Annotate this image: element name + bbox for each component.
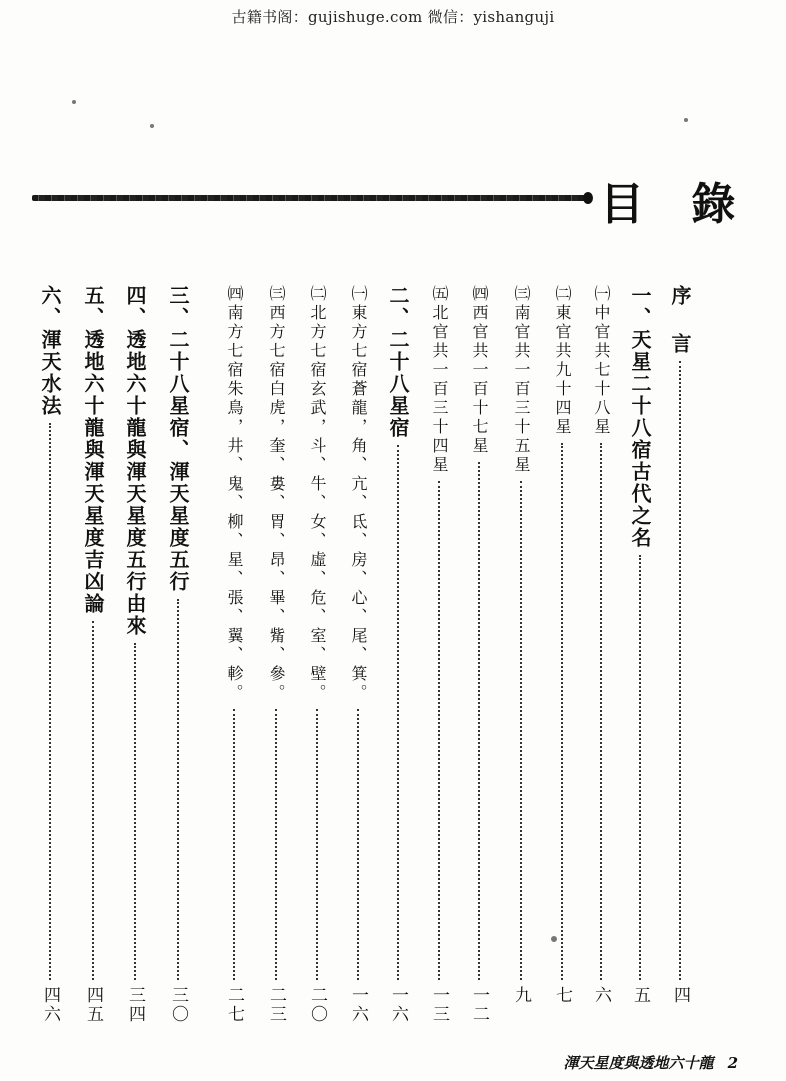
toc-page-number: 二七 xyxy=(224,986,244,1024)
toc-entry xyxy=(584,285,618,1030)
footer-book-title: 渾天星度與透地六十龍 xyxy=(563,1054,714,1072)
toc-dot-leader xyxy=(92,621,94,980)
toc-dot-leader xyxy=(438,481,440,980)
toc-dot-leader xyxy=(639,555,641,980)
toc-entry-title: 序 言 xyxy=(668,285,692,355)
toc-entry-title: ㈡東官共九十四星 xyxy=(553,285,572,437)
toc-entry xyxy=(161,285,195,1030)
toc-entry-title: 一、天星二十八宿古代之名 xyxy=(628,285,652,549)
toc-entry xyxy=(76,285,110,1030)
toc-entry xyxy=(623,285,657,1030)
toc-page-number: 二〇 xyxy=(307,986,327,1024)
toc-entry xyxy=(300,285,334,1030)
page-footer xyxy=(564,1052,738,1073)
toc-entry xyxy=(422,285,456,1030)
table-of-contents xyxy=(30,285,730,1035)
toc-page-number: 一三 xyxy=(429,986,449,1024)
toc-entry-title: ㈤北官共一百三十四星 xyxy=(430,285,449,475)
toc-dot-leader xyxy=(357,709,359,980)
toc-page-number: 六 xyxy=(591,986,611,1005)
title-rule xyxy=(32,195,587,201)
toc-entry-title: 四、透地六十龍與渾天星度五行由來 xyxy=(123,285,147,637)
toc-page-number: 三四 xyxy=(125,986,145,1024)
toc-page-number: 三〇 xyxy=(168,986,188,1024)
toc-entry-title: ㈠東方七宿蒼龍，角、亢、氐、房、心、尾、箕。 xyxy=(349,285,368,703)
toc-dot-leader xyxy=(520,481,522,980)
toc-dot-leader xyxy=(134,643,136,980)
toc-page-number: 二三 xyxy=(266,986,286,1024)
title-rule-end xyxy=(583,192,593,204)
toc-dot-leader xyxy=(397,445,399,980)
toc-dot-leader xyxy=(233,709,235,980)
toc-entry xyxy=(663,285,697,1030)
toc-dot-leader xyxy=(600,443,602,980)
toc-entry xyxy=(118,285,152,1030)
scan-speck xyxy=(150,124,154,128)
toc-entry xyxy=(33,285,67,1030)
toc-entry xyxy=(381,285,415,1030)
page-title: 目 錄 xyxy=(600,179,752,230)
toc-entry xyxy=(341,285,375,1030)
toc-dot-leader xyxy=(275,709,277,980)
toc-page-number: 七 xyxy=(552,986,572,1005)
toc-dot-leader xyxy=(561,443,563,980)
toc-entry xyxy=(545,285,579,1030)
toc-page-number: 四 xyxy=(670,986,690,1005)
toc-entry-title: ㈢南官共一百三十五星 xyxy=(512,285,531,475)
toc-entry xyxy=(462,285,496,1030)
toc-entry-title: ㈣南方七宿朱鳥，井、鬼、柳、星、張、翼、軫。 xyxy=(225,285,244,703)
toc-entry-title: 二、二十八星宿 xyxy=(386,285,410,439)
toc-dot-leader xyxy=(49,423,51,980)
toc-entry-title: ㈠中官共七十八星 xyxy=(592,285,611,437)
toc-page-number: 一二 xyxy=(469,986,489,1024)
toc-entry-title: 六、渾天水法 xyxy=(38,285,62,417)
scan-speck xyxy=(684,118,688,122)
toc-page-number: 九 xyxy=(511,986,531,1005)
toc-dot-leader xyxy=(177,599,179,980)
toc-page-number: 四六 xyxy=(40,986,60,1024)
toc-page-number: 一六 xyxy=(388,986,408,1024)
watermark-text: 古籍书阁：gujishuge.com 微信：yishanguji xyxy=(231,8,555,26)
toc-entry-title: ㈣西官共一百十七星 xyxy=(470,285,489,456)
toc-entry-title: ㈢西方七宿白虎，奎、婁、胃、昂、畢、觜、參。 xyxy=(267,285,286,703)
toc-entry xyxy=(217,285,251,1030)
toc-entry-title: 三、二十八星宿、渾天星度五行 xyxy=(166,285,190,593)
toc-entry xyxy=(259,285,293,1030)
toc-entry-title: 五、透地六十龍與渾天星度吉凶論 xyxy=(81,285,105,615)
footer-page-number: 2 xyxy=(727,1054,738,1072)
toc-dot-leader xyxy=(478,462,480,980)
toc-page-number: 一六 xyxy=(348,986,368,1024)
toc-entry xyxy=(504,285,538,1030)
toc-page-number: 四五 xyxy=(83,986,103,1024)
toc-page-number: 五 xyxy=(630,986,650,1005)
toc-dot-leader xyxy=(316,709,318,980)
toc-dot-leader xyxy=(679,361,681,980)
scan-speck xyxy=(72,100,76,104)
toc-entry-title: ㈡北方七宿玄武，斗、牛、女、虛、危、室、壁。 xyxy=(308,285,327,703)
